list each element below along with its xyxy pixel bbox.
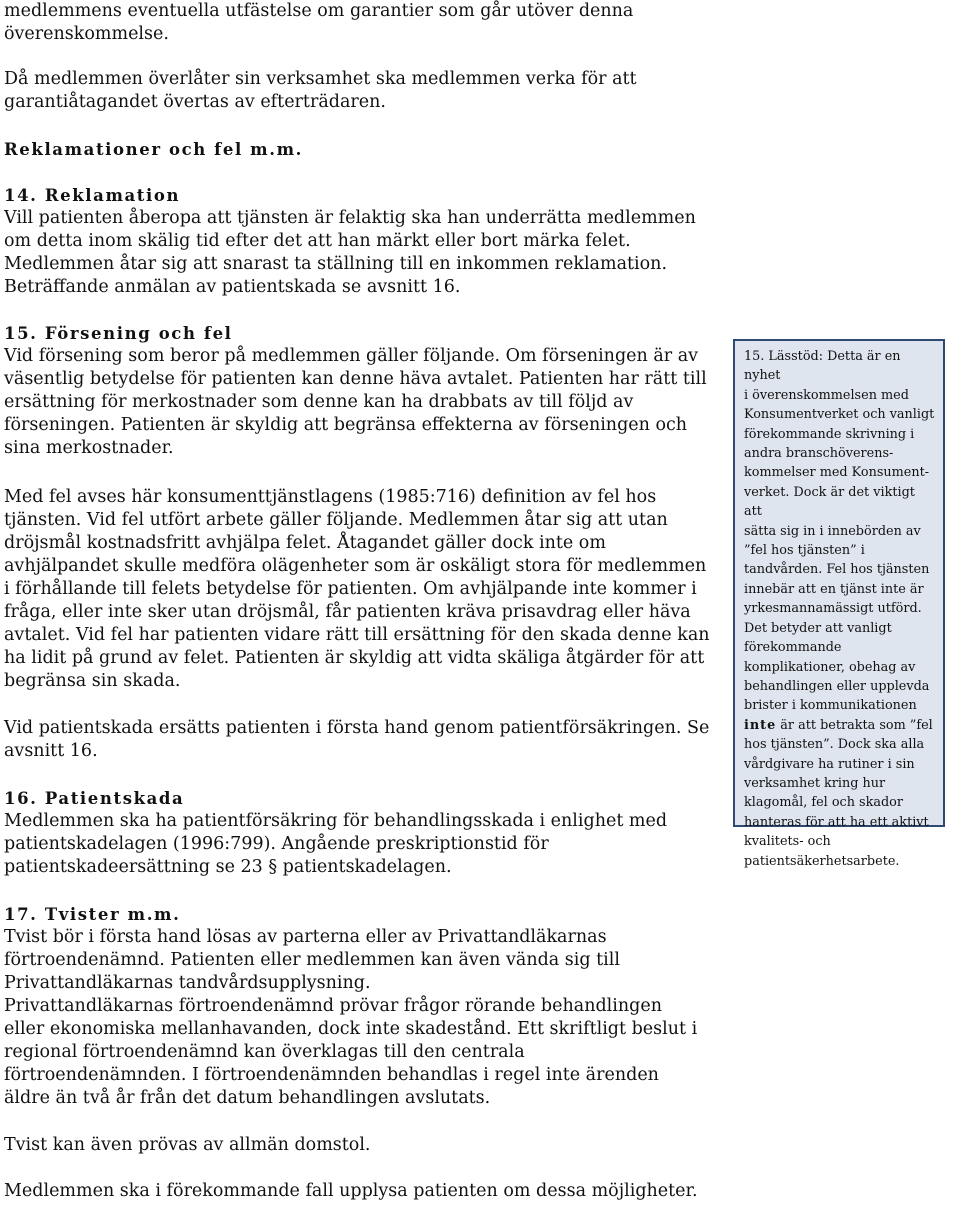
paragraph-15-b: Med fel avses här konsumenttjänstlagens (1985:716) definition av fel hos tjänsten. Vid fel utfört arbete gäller följande. Medlemmen åtar sig att utan dröjsmål kostnadsfritt avhjälpa felet. Åtagandet gäller dock inte om avhjälpandet skulle medföra olägenheter som är oskäligt stora för medlemmen i förhållande till felets betydelse för patienten. Om avhjälpande inte kommer i fråga, eller inte sker utan dröjsmål, får patienten kräva prisavdrag eller häva avtalet. Vid fel har patienten vidare rätt till ersättning för den skada denne kan ha lidit på grund av felet. Patienten är skyldig att vidta skäliga åtgärder för att begränsa sin skada. (4, 487, 710, 691)
heading-16-patientskada: 16. Patientskada (4, 789, 185, 808)
sidebar-note-text-part: 15. Lässtöd: Detta är en nyhet i överenskommelsen med Konsumentverket och vanligt förekommande skrivning i andra branschöverens- kommelser med Konsument- verket. Dock är det viktigt att sätta sig in i innebörden av ”fel hos tjänsten” i tandvården. Fel hos tjänsten innebär att en tjänst inte är yrkesmannamässigt utförd. Det betyder att vanligt förekommande komplikationer, obehag av behandlingen eller upplevda brister i kommunikationen (744, 349, 935, 714)
paragraph-14: Vill patienten åberopa att tjänsten är felaktig ska han underrätta medlemmen om detta inom skälig tid efter det att han märkt eller bort märka felet. Medlemmen åtar sig att snarast ta ställning till en inkommen reklamation. Beträffande anmälan av patientskada se avsnitt 16. (4, 208, 696, 297)
intro-paragraph: medlemmens eventuella utfästelse om garantier som går utöver denna överenskommelse. (4, 1, 634, 44)
paragraph-17-a: Tvist bör i första hand lösas av parterna eller av Privattandläkarnas förtroendenämnd. Patienten eller medlemmen kan även vända sig till Privattandläkarnas tandvårdsupplysning. Privattandläkarnas förtroendenämnd prövar frågor rörande behandlingen eller ekonomiska mellanhavanden, dock inte skadestånd. Ett skriftligt beslut i regional förtroendenämnd kan överklagas till den centrala förtroendenämnden. I förtroendenämnden behandlas i regel inte ärenden äldre än två år från det datum behandlingen avslutats. (4, 927, 698, 1108)
paragraph-17-c: Medlemmen ska i förekommande fall upplysa patienten om dessa möjligheter. (4, 1181, 698, 1201)
heading-15-forsening: 15. Försening och fel (4, 324, 233, 343)
sidebar-note-emphasis: inte (744, 717, 777, 733)
document-page (4, 0, 960, 1205)
section-heading: Reklamationer och fel m.m. (4, 140, 303, 159)
paragraph-17-b: Tvist kan även prövas av allmän domstol. (4, 1135, 371, 1155)
paragraph-15-c: Vid patientskada ersätts patienten i första hand genom patientförsäkringen. Se avsnitt 16. (4, 718, 710, 761)
sidebar-note-box (733, 339, 945, 869)
heading-17-tvister: 17. Tvister m.m. (4, 905, 181, 924)
heading-14-reklamation: 14. Reklamation (4, 186, 181, 205)
paragraph-16: Medlemmen ska ha patientförsäkring för behandlingsskada i enlighet med patientskadelagen (1996:799). Angående preskriptionstid för patientskadeersättning se 23 § patientskadelagen. (4, 811, 668, 877)
intro-paragraph: Då medlemmen överlåter sin verksamhet ska medlemmen verka för att garantiåtagandet övertas av efterträdaren. (4, 69, 637, 112)
paragraph-15-a: Vid försening som beror på medlemmen gäller följande. Om förseningen är av väsentlig betydelse för patienten kan denne häva avtalet. Patienten har rätt till ersättning för merkostnader som denne kan ha drabbats av till följd av förseningen. Patienten är skyldig att begränsa effekterna av förseningen och sina merkostnader. (4, 346, 707, 458)
sidebar-note-text-part: är att betrakta som ”fel hos tjänsten”. Dock ska alla vårdgivare ha rutiner i sin verksamhet kring hur klagomål, fel och skador hanteras för att ha ett aktivt kvalitets- och patientsäkerhetsarbete. (744, 717, 933, 869)
sidebar-note-text (744, 347, 935, 871)
